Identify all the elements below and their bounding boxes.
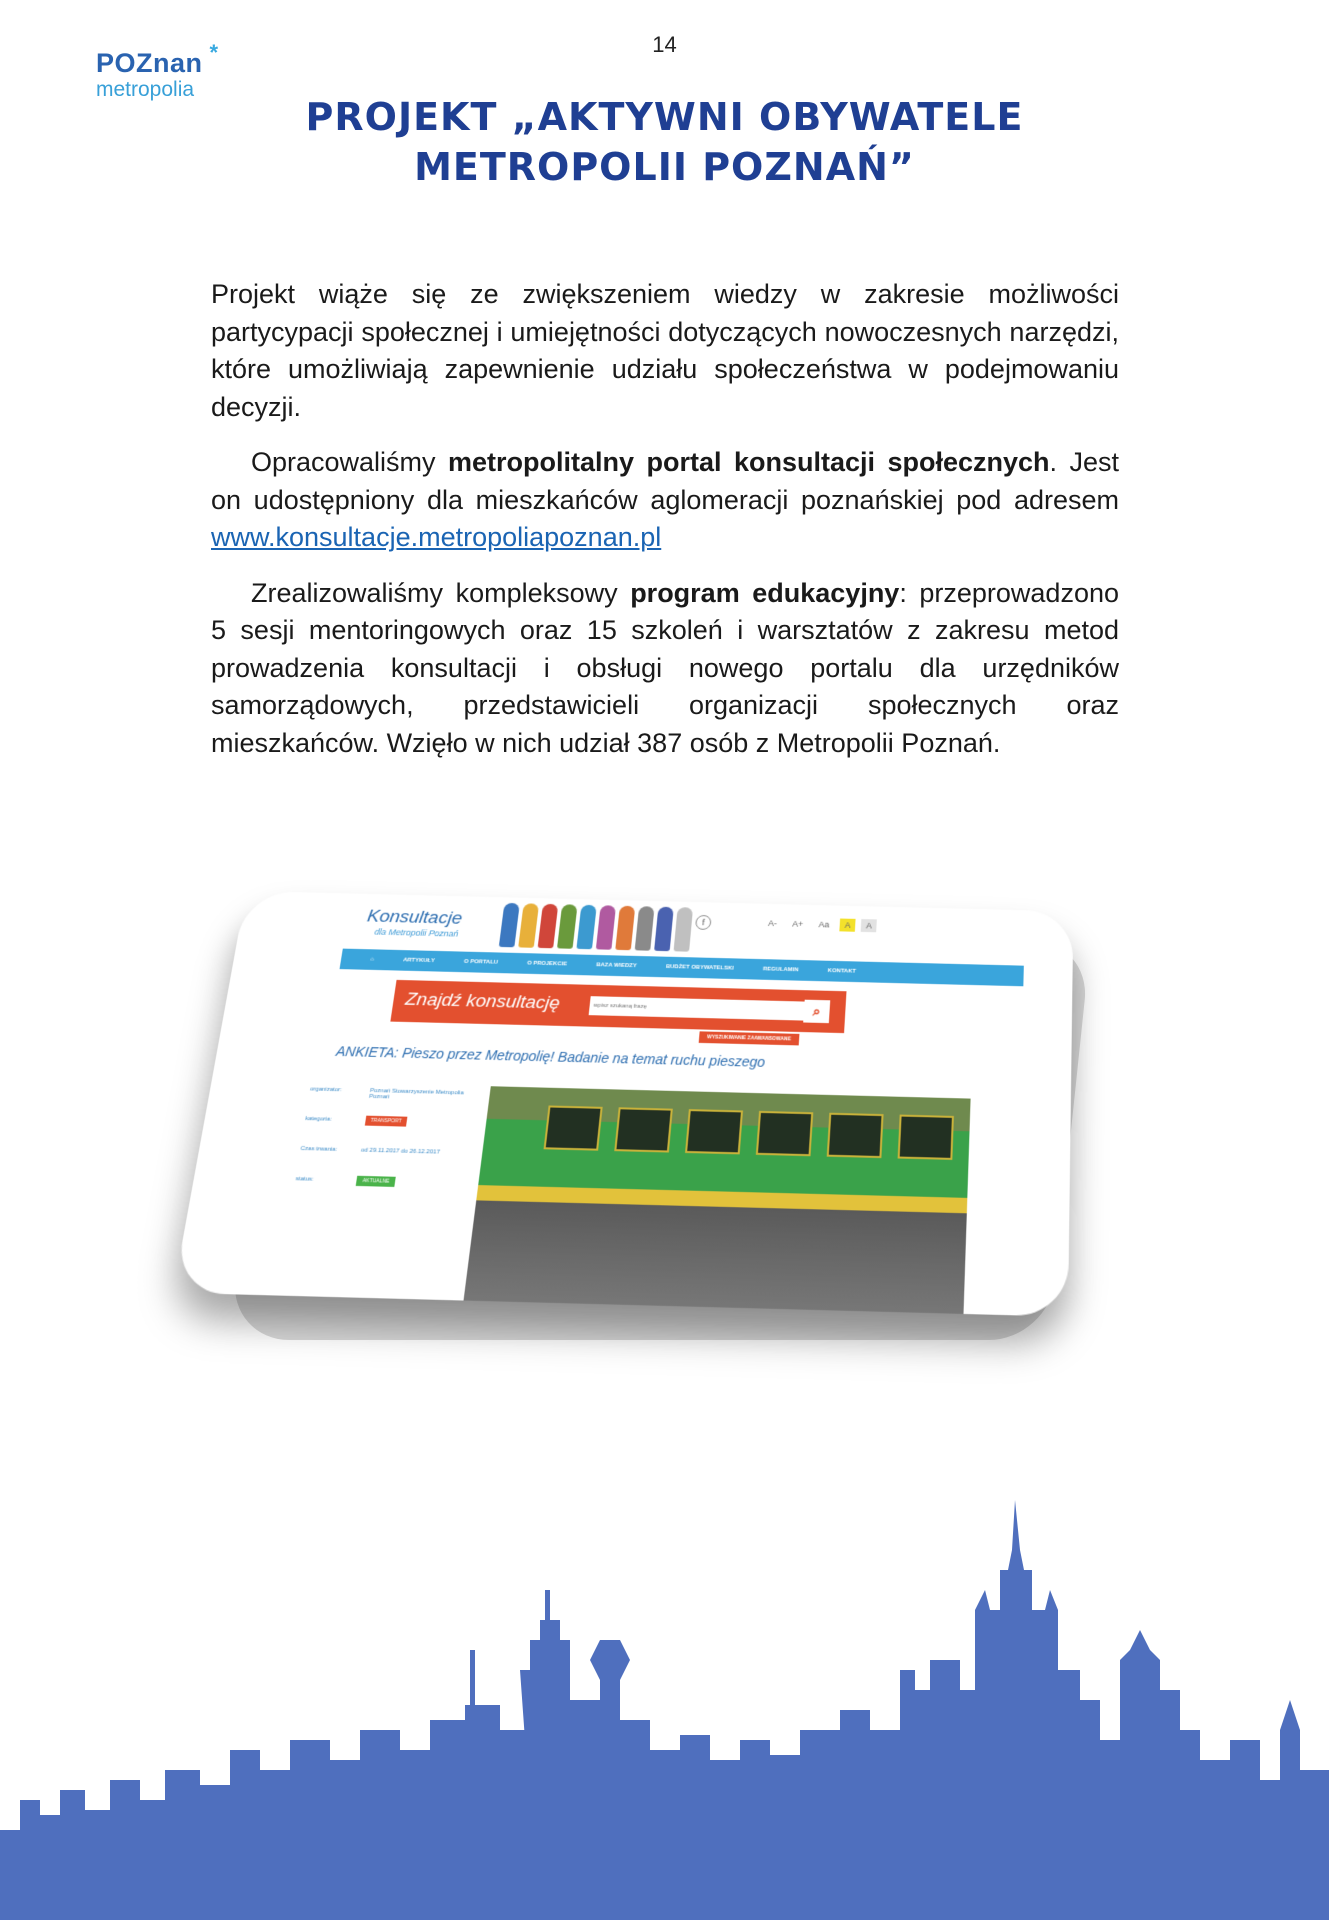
nav-item: KONTAKT xyxy=(827,968,857,975)
paragraph-portal-text: Opracowaliśmy xyxy=(251,447,449,477)
title-line-2: METROPOLII POZNAŃ” xyxy=(414,145,915,189)
meta-row: Czas trwania: od 29.11.2017 do 26.12.2017 xyxy=(300,1145,441,1156)
nav-item: REGULAMIN xyxy=(762,966,799,974)
nav-item: BUDŻET OBYWATELSKI xyxy=(665,964,734,972)
city-skyline-illustration xyxy=(0,1500,1329,1920)
meta-row: organizator: Poznań Stowarzyszenie Metropolia Poznań xyxy=(309,1086,464,1101)
font-size-controls xyxy=(763,917,877,933)
portal-link[interactable]: www.konsultacje.metropoliapoznan.pl xyxy=(211,522,662,552)
star-icon: * xyxy=(209,40,219,65)
nav-item: O PORTALU xyxy=(463,959,499,966)
contrast-grey: A xyxy=(861,919,877,932)
paragraph-portal xyxy=(211,444,1119,557)
portal-emphasis: metropolitalny portal konsultacji społecznych xyxy=(448,447,1050,477)
search-input xyxy=(589,996,805,1020)
font-default: Aa xyxy=(818,919,830,930)
font-larger: A+ xyxy=(792,919,804,929)
nav-item: BAZA WIEDZY xyxy=(595,962,637,970)
education-emphasis: program edukacyjny xyxy=(630,577,900,608)
search-bar xyxy=(390,980,846,1033)
article-meta xyxy=(291,1087,480,1212)
paragraph-education xyxy=(211,575,1119,763)
paragraph-education-text-2: : przeprowadzono 5 sesji mentoringowych oraz 15 szkoleń i warsztatów z zakresu metod prowadzenia konsultacji i obsługi nowego portalu dla urzędników samorządowych, przedstawicieli organizacji społecznych oraz mieszkańców. Wzięło w nich udział 387 osób z Metropolii Poznań. xyxy=(211,577,1119,758)
meta-row: status: AKTUALNE xyxy=(291,1176,468,1211)
logo-wordmark: POZnan * xyxy=(96,40,219,78)
font-smaller: A- xyxy=(767,918,778,928)
site-logo-subtitle: dla Metropolii Poznań xyxy=(373,927,459,939)
site-logo: Konsultacje dla Metropolii Poznań xyxy=(365,906,464,939)
nav-item: ARTYKUŁY xyxy=(402,957,436,964)
status-badge: AKTUALNE xyxy=(356,1176,396,1187)
people-illustration xyxy=(499,903,693,952)
article-title: ANKIETA: Pieszo przez Metropolię! Badanie na temat ruchu pieszego xyxy=(335,1043,766,1070)
portal-screenshot xyxy=(210,880,1090,1350)
page-title xyxy=(0,92,1329,192)
facebook-icon: f xyxy=(695,915,712,930)
body-text xyxy=(211,276,1119,780)
meta-row: kategoria: TRANSPORT xyxy=(301,1116,476,1150)
page-number: 14 xyxy=(652,32,677,57)
screenshot-frame xyxy=(173,891,1073,1317)
search-icon: ⌕ xyxy=(803,1000,830,1023)
logo-subtitle: metropolia xyxy=(96,78,195,101)
paragraph-education-text: Zrealizowaliśmy kompleksowy xyxy=(251,577,631,608)
paragraph-intro: Projekt wiąże się ze zwiększeniem wiedzy w zakresie możliwości partycypacji społecznej i umiejętności dotyczących nowoczesnych narzędzi, które umożliwiają zapewnienie udziału społeczeństwa w podejmowaniu decyzji. xyxy=(211,279,1119,422)
contrast-yellow: A xyxy=(840,919,856,932)
category-badge: TRANSPORT xyxy=(365,1116,407,1127)
paragraph-portal-text-2: . Jest on udostępniony dla mieszkańców aglomeracji poznańskiej pod adresem xyxy=(211,447,1119,515)
search-label: Znajdź konsultację xyxy=(403,989,561,1014)
title-line-1: PROJEKT „AKTYWNI OBYWATELE xyxy=(305,95,1024,139)
nav-item: O PROJEKCIE xyxy=(526,960,568,968)
tram-photo xyxy=(462,1086,970,1317)
nav-home-icon: ⌂ xyxy=(369,956,375,963)
advanced-search-link: WYSZUKIWANIE ZAAWANSOWANE xyxy=(699,1031,800,1045)
